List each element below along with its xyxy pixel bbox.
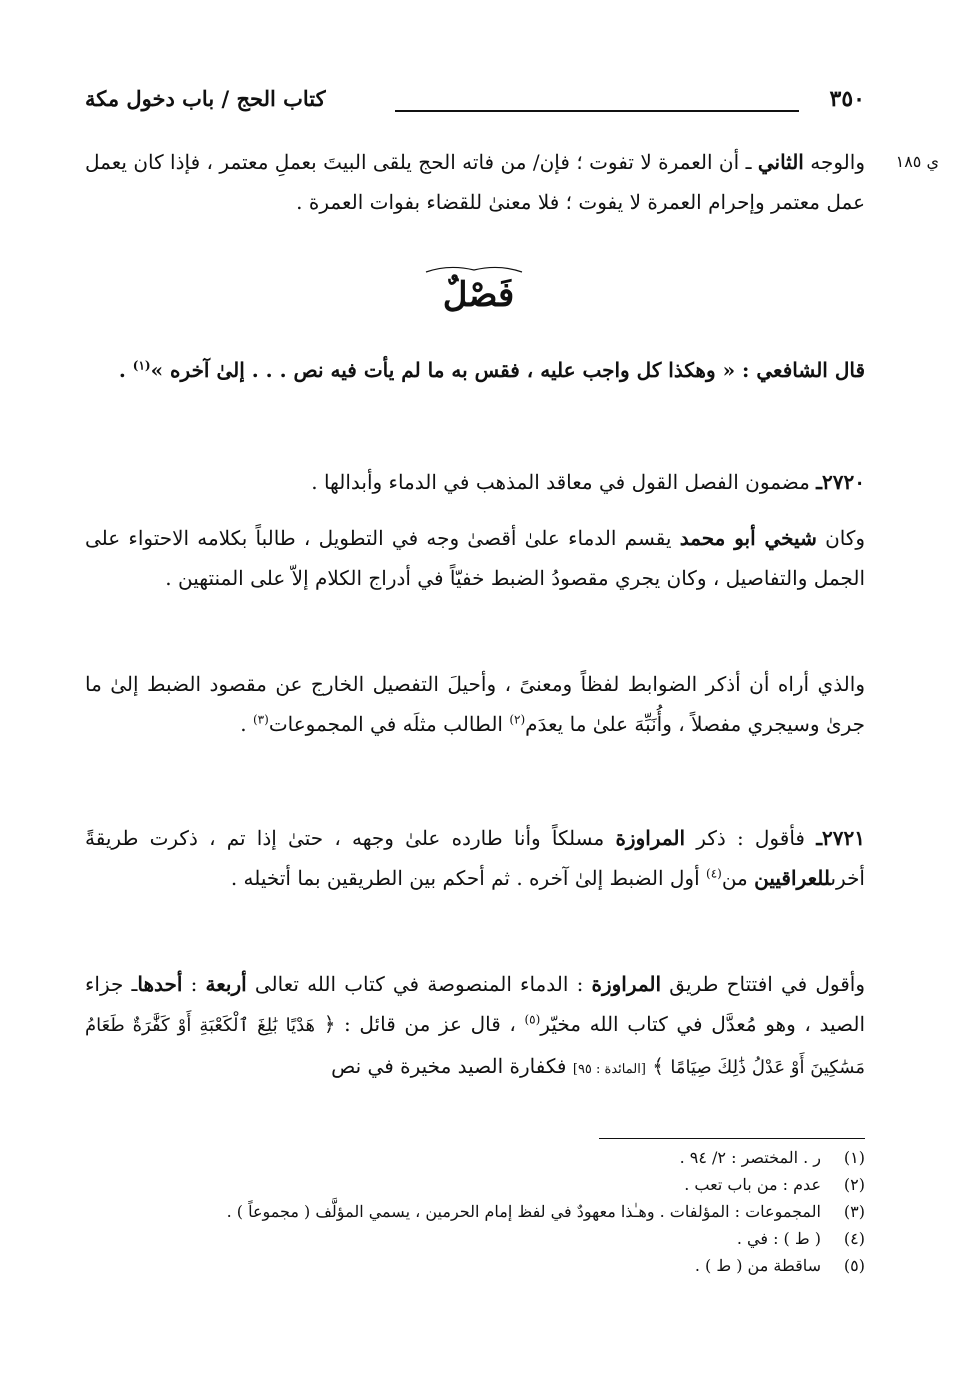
text-span: : bbox=[182, 972, 206, 996]
running-title: كتاب الحج / باب دخول مكة bbox=[85, 86, 326, 111]
text-span: وأقول في افتتاح طريق bbox=[669, 972, 866, 996]
footnote-item bbox=[105, 1252, 865, 1279]
footnote-text: ساقطة من ( ط ) . bbox=[694, 1256, 821, 1275]
footnote-item bbox=[105, 1144, 865, 1171]
verse-reference: [المائدة : ٩٥] bbox=[572, 1062, 646, 1077]
header-rule bbox=[395, 110, 799, 112]
ornament-flourish-icon bbox=[424, 264, 524, 274]
paragraph-second-aspect bbox=[85, 142, 865, 222]
text-span: فكفارة الصيد مخيرة في نص bbox=[331, 1054, 573, 1078]
text-span: الطالب مثلَه في المجموعات bbox=[268, 712, 510, 736]
paragraph-number: ٢٧٢٠ـ bbox=[816, 470, 865, 494]
text-span: . bbox=[240, 712, 253, 736]
footnote-number: (٢) bbox=[843, 1175, 865, 1194]
paragraph-number: ٢٧٢١ـ bbox=[816, 826, 866, 850]
footnote-ref: (٤) bbox=[706, 866, 722, 881]
page-header bbox=[85, 84, 865, 118]
text-span: وكان bbox=[825, 526, 866, 550]
text-span: مسلكاً وأنا طارده علىٰ وجهه ، حتىٰ إذا تم ، ذكرت طريقةً أخرى bbox=[85, 826, 865, 890]
paragraph-2720 bbox=[85, 462, 865, 502]
footnote-ref: (٥) bbox=[524, 1012, 541, 1027]
paragraph-sheikh bbox=[85, 518, 865, 598]
footnote-text: ( ط ) : في . bbox=[736, 1229, 821, 1248]
footnote-ref: (٣) bbox=[252, 712, 269, 727]
text-span: ﴾ bbox=[645, 1054, 671, 1078]
text-span: يقسم الدماء علىٰ أقصىٰ وجه في التطويل ، طالباً بكلامه الاحتواء على الجمل والتفاصيل ، وكان يجري مقصودُ الضبط خفيّاً في أدراج الكلام إلاّ على المنتهين . bbox=[85, 526, 865, 590]
text-span: والذي أراه أن أذكر الضوابط لفظاً ومعنىً ، وأحيلَ التفصيل الخارج عن مقصود الضبط إلىٰ ما جرىٰ وسيجري مفصلاً ، وأُنَبِّهَ علىٰ ما يعدَم bbox=[85, 672, 865, 736]
text-span: . bbox=[118, 358, 133, 382]
bold-term: أحدها bbox=[137, 972, 183, 996]
text-span: : الدماء المنصوصة في كتاب الله تعالى bbox=[254, 972, 592, 996]
footnote-item bbox=[105, 1225, 865, 1252]
footnotes-list bbox=[105, 1144, 865, 1279]
shafii-quote bbox=[85, 350, 865, 390]
quote-text: قال الشافعي : « وهكذا كل واجب عليه ، فقس به ما لم يأت فيه نص . . . إلىٰ آخره » bbox=[150, 358, 865, 382]
footnote-text: ر . المختصر : ٢/ ٩٤ . bbox=[679, 1148, 821, 1167]
text-span: من bbox=[721, 866, 755, 890]
footnote-item bbox=[105, 1171, 865, 1198]
footnote-text: المجموعات : المؤلفات . وهـٰذا معهودٌ في لفظ إمام الحرمين ، يسمي المؤلَّف ( مجموعاً ) . bbox=[226, 1202, 821, 1221]
section-heading-text: فَصْلٌ bbox=[442, 275, 515, 315]
footnote-text: عدم : من باب تعب . bbox=[684, 1175, 821, 1194]
footnote-separator bbox=[599, 1138, 865, 1139]
footnote-number: (١) bbox=[843, 1148, 865, 1167]
paragraph-alladhi bbox=[85, 664, 865, 744]
footnote-item bbox=[105, 1198, 865, 1225]
text-span: فأقول : ذكر bbox=[696, 826, 817, 850]
footnote-number: (٥) bbox=[843, 1256, 865, 1275]
text-span: ، قال عز من قائل : ﴿ bbox=[315, 1012, 525, 1036]
paragraph-2721 bbox=[85, 818, 865, 898]
text-span: والوجه bbox=[810, 150, 865, 174]
text-span: مضمون الفصل القول في معاقد المذهب في الدماء وأبدالها . bbox=[311, 470, 817, 494]
footnote-number: (٣) bbox=[843, 1202, 865, 1221]
footnote-ref: (٢) bbox=[509, 712, 526, 727]
bold-term: المراوزة bbox=[615, 826, 686, 850]
bold-term: شيخي أبو محمد bbox=[679, 526, 817, 550]
quran-verse: هَدْيًا بَٰلِغَ ٱلْكَعْبَةِ أَوْ كَفَّٰرَةٌ طَعَامُ مَسَٰكِينَ أَوْ عَدْلُ ذَٰلِكَ صِيَامًا bbox=[85, 1015, 865, 1078]
footnote-ref: (١) bbox=[132, 358, 151, 373]
bold-term: الثاني bbox=[757, 150, 804, 174]
section-heading bbox=[443, 270, 515, 320]
bold-term: للعراقيين bbox=[754, 866, 831, 890]
section-heading-wrap bbox=[0, 270, 957, 320]
footnote-number: (٤) bbox=[843, 1229, 865, 1248]
text-span: ـ أن العمرة لا تفوت ؛ فإن/ من فاته الحج يلقى البيتَ بعملِ معتمر ، فإذا كان يعمل عمل معتمر وإحرام العمرة لا يفوت ؛ فلا معنىٰ للقضاء بفوات العمرة . bbox=[85, 150, 865, 214]
bold-term: المراوزة bbox=[591, 972, 662, 996]
paragraph-aqul bbox=[85, 964, 865, 1090]
page-number: ٣٥٠ bbox=[829, 86, 865, 112]
margin-reference: ي ١٨٥ bbox=[895, 152, 939, 171]
text-span: ـ جزاء الصيد ، وهو مُعدَّل في كتاب الله مخيّر bbox=[85, 972, 866, 1036]
text-span: أول الضبط إلىٰ آخره . ثم أحكم بين الطريقين بما أتخيله . bbox=[230, 866, 706, 890]
bold-term: أربعة bbox=[205, 972, 247, 996]
